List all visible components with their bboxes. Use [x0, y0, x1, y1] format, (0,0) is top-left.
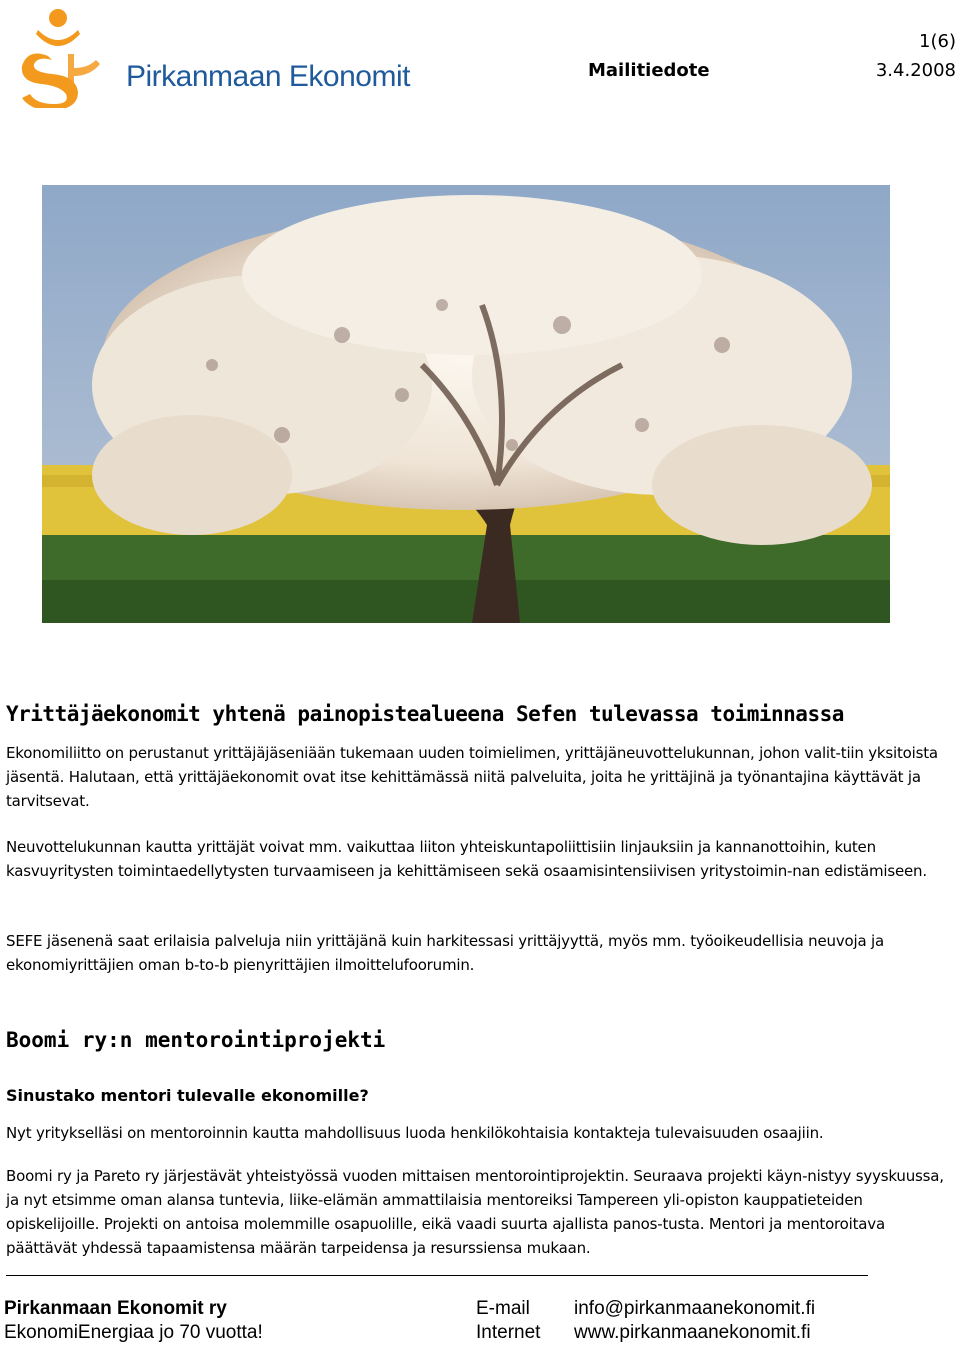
document-date: 3.4.2008: [875, 60, 956, 81]
section-title-entrepreneurs: Yrittäjäekonomit yhtenä painopistealueena Sefen tulevassa toiminnassa: [6, 702, 844, 726]
paragraph-entrepreneurs-2: Neuvottelukunnan kautta yrittäjät voivat mm. vaikuttaa liiton yhteiskuntapoliittisiin linjauksiin ja kannanottoihin, kuten kasvuyritysten toimintaedellytysten turvaamiseen ja kehittämiseen sekä osaamisintensiivisen yritystoimin-nan edistämiseen.: [6, 838, 927, 880]
footer: [0, 1298, 960, 1346]
page-number: 1(6): [919, 31, 956, 52]
paragraph-mentoring-2: Boomi ry ja Pareto ry järjestävät yhteistyössä vuoden mittaisen mentorointiprojektin. Seuraava projekti käyn-nistyy syyskuussa, ja nyt etsimme oman alansa tuntevia, liike-elämän ammattilaisia mentoreiksi Tampereen yli-opiston kauppatieteiden opiskelijoille. Projekti on antoisa molemmille osapuolille, eikä vaadi suurta ajallista panos-tusta. Mentori ja mentoroitava päättävät yhdessä tapaamistensa määrän tarpeidensa ja resurssiensa mukaan.: [6, 1167, 944, 1257]
section-subtitle-mentoring: Sinustako mentori tulevalle ekonomille?: [6, 1086, 369, 1105]
paragraph-mentoring-1: Nyt yritykselläsi on mentoroinnin kautta mahdollisuus luoda henkilökohtaisia kontakteja tulevaisuuden osaajiin.: [6, 1124, 824, 1142]
footer-web-label: Internet: [476, 1322, 541, 1343]
organization-logo: [8, 8, 438, 108]
paragraph-entrepreneurs-1: Ekonomiliitto on perustanut yrittäjäjäseniään tukemaan uuden toimielimen, yrittäjäneuvottelukunnan, johon valit-tiin yksitoista jäsentä. Halutaan, että yrittäjäekonomit ovat itse kehittämässä niitä palveluita, joita he yrittäjinä ja työnantajina käyttävät ja tarvitsevat.: [6, 744, 938, 810]
footer-organization: Pirkanmaan Ekonomit ry: [4, 1298, 227, 1319]
footer-divider: [6, 1275, 868, 1276]
paragraph-entrepreneurs-3: SEFE jäsenenä saat erilaisia palveluja niin yrittäjänä kuin harkitessasi yrittäjyyttä, myös mm. työoikeudellisia neuvoja ja ekonomiyrittäjien oman b-to-b pienyrittäjien ilmoittelufoorumin.: [6, 932, 884, 974]
footer-email-link[interactable]: info@pirkanmaanekonomit.fi: [574, 1298, 816, 1319]
blossoming-tree-photo: [42, 185, 890, 623]
footer-email-label: E-mail: [476, 1298, 530, 1319]
footer-slogan: EkonomiEnergiaa jo 70 vuotta!: [4, 1322, 263, 1343]
section-title-mentoring: Boomi ry:n mentorointiprojekti: [6, 1028, 386, 1052]
logo-mark-icon: [8, 8, 112, 108]
footer-web-link[interactable]: www.pirkanmaanekonomit.fi: [574, 1322, 811, 1343]
document-type: Mailitiedote: [588, 60, 710, 81]
logo-text: Pirkanmaan Ekonomit: [126, 60, 410, 93]
